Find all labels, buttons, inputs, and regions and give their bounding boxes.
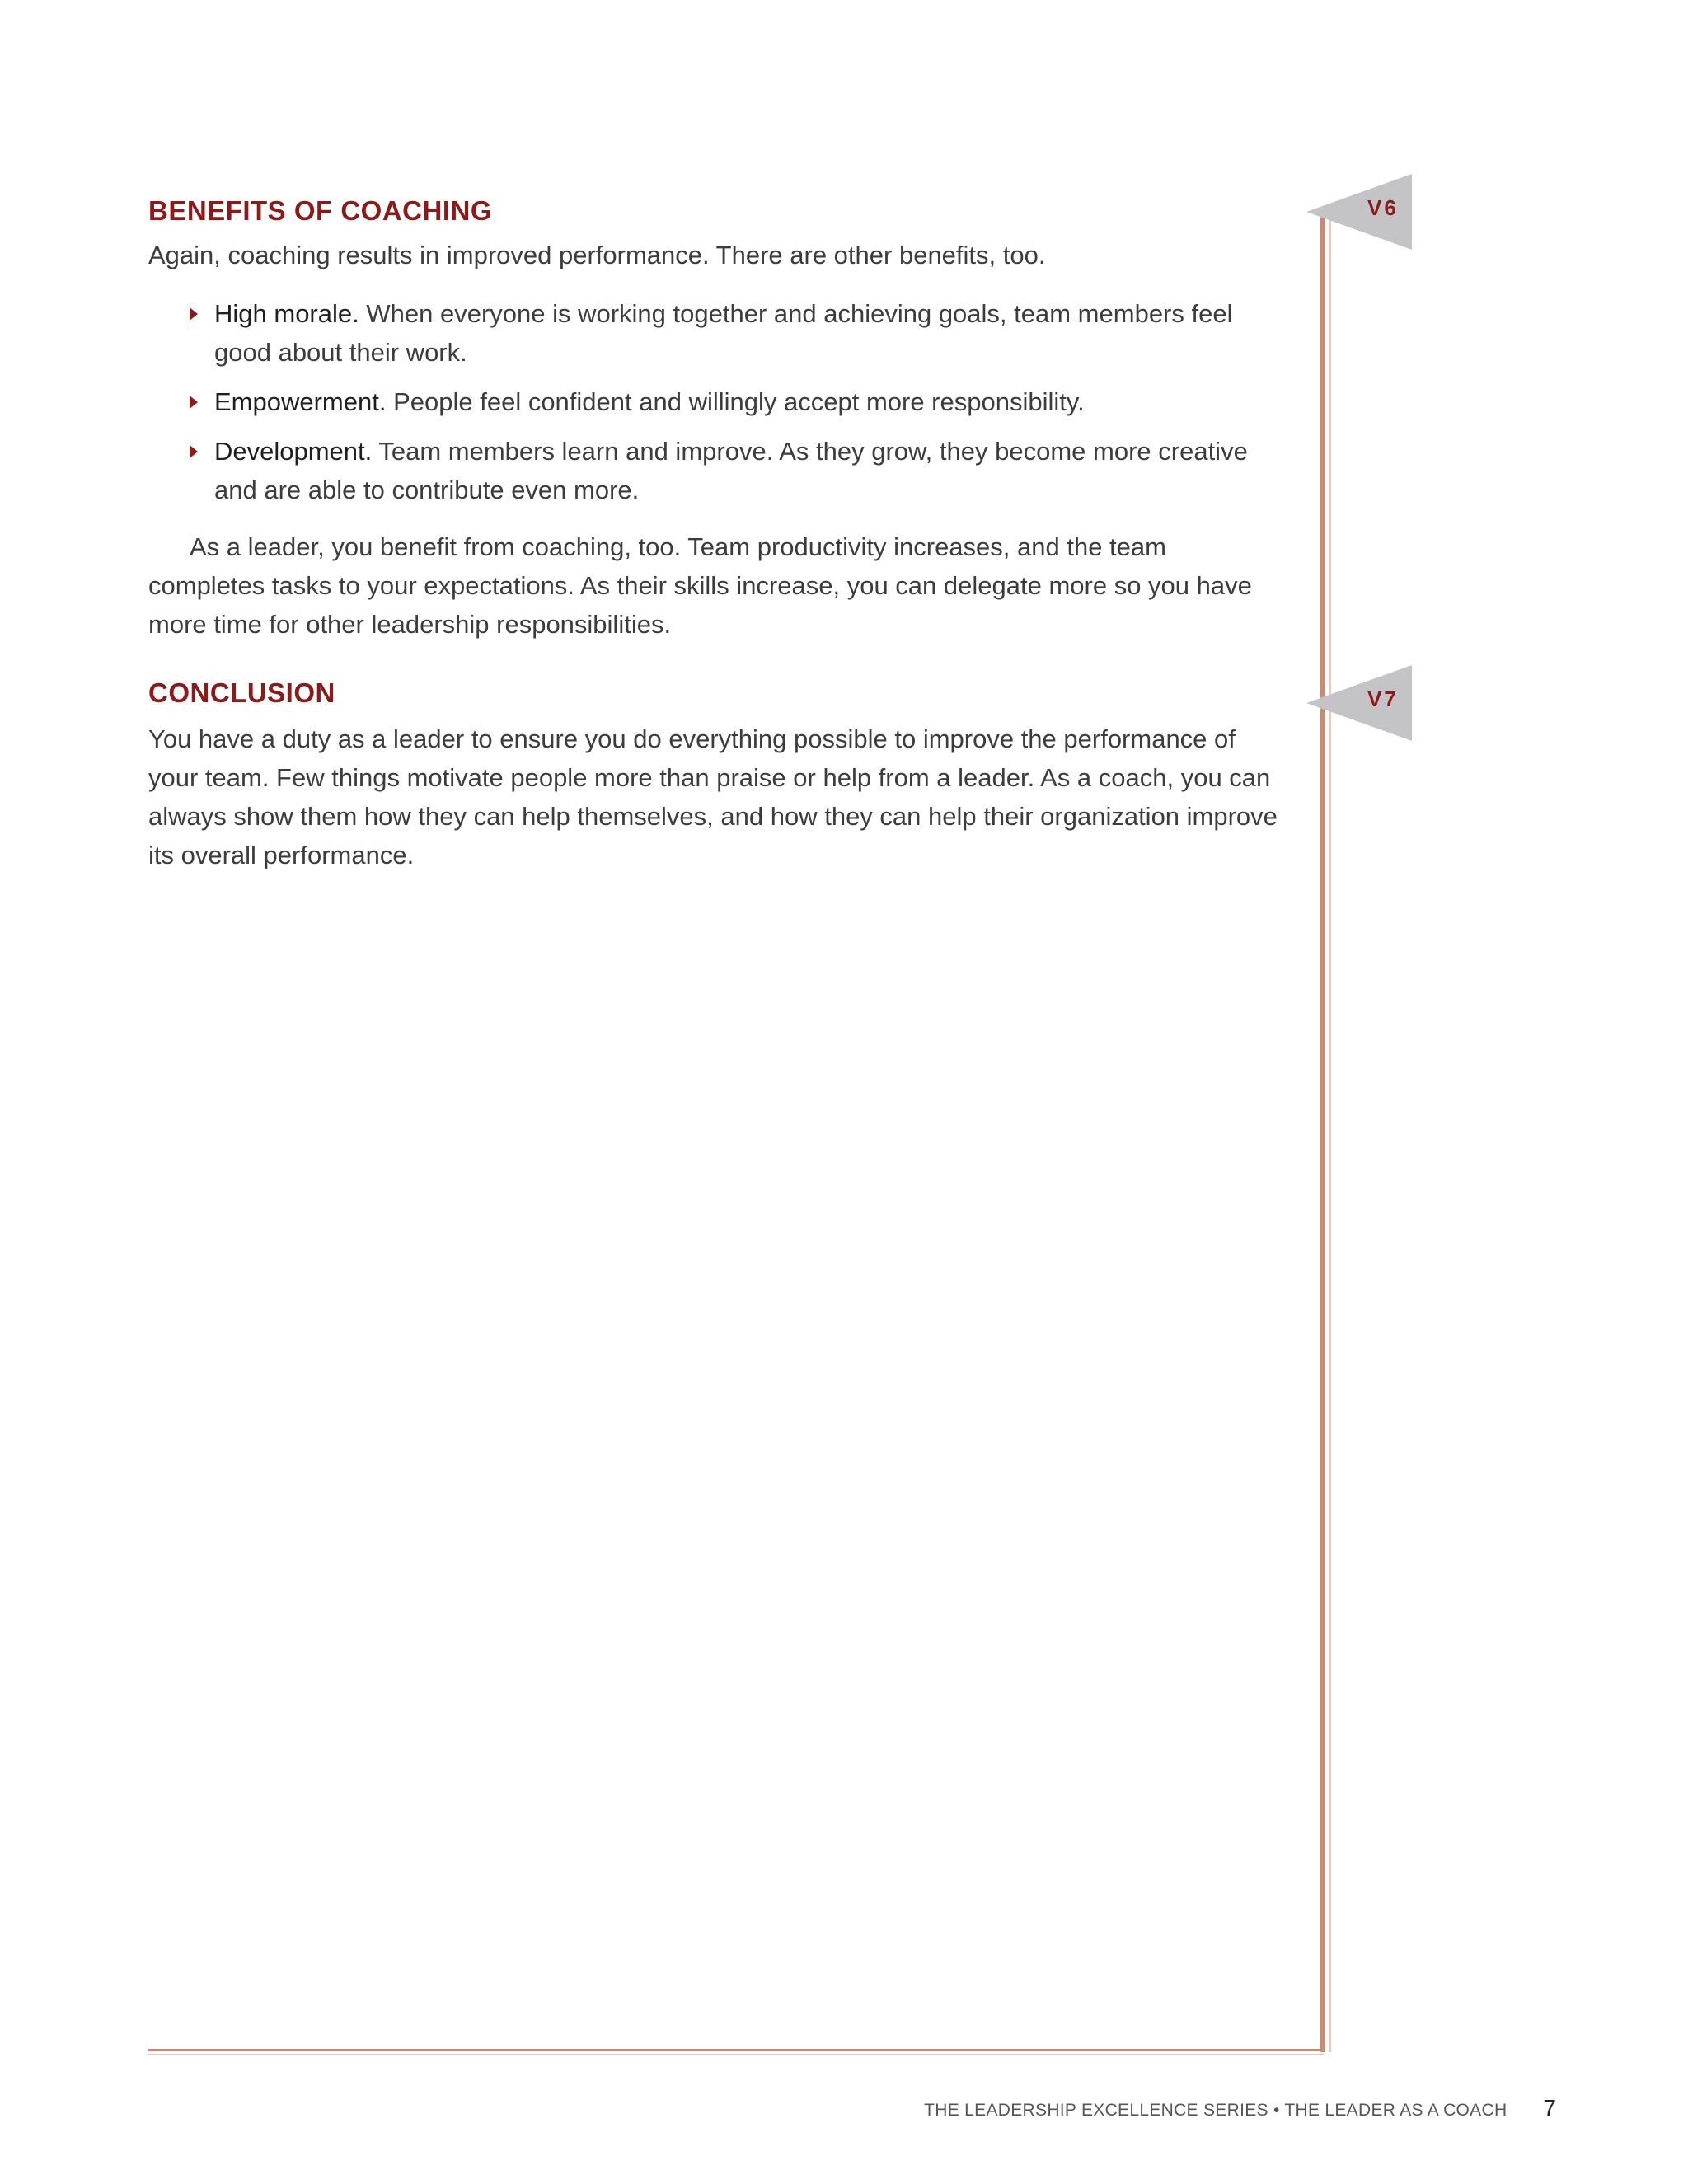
benefits-closing: As a leader, you benefit from coaching, too. Team productivity increases, and the team completes tasks to your expectations. As their skills increase, you can delegate more so you have more time for other leadership responsibilities.	[148, 532, 1252, 639]
margin-rule-horizontal-thin	[148, 2054, 1325, 2055]
bullet-text: People feel confident and willingly accept more responsibility.	[386, 387, 1085, 416]
list-item	[214, 432, 1286, 509]
margin-rule-vertical-thin	[1329, 216, 1331, 2052]
flag-label: V7	[1367, 687, 1399, 711]
bullet-term: Development.	[214, 437, 373, 466]
page-number: 7	[1543, 2095, 1556, 2121]
triangle-bullet-icon	[190, 445, 198, 458]
triangle-bullet-icon	[190, 396, 198, 409]
flag-label: V6	[1367, 195, 1399, 220]
conclusion-text: You have a duty as a leader to ensure you do everything possible to improve the performance of your team. Few things motivate people more than praise or help from a leader. As a coach, you can always show them how they can help themselves, and how they can help their organization improve its overall performance.	[148, 724, 1278, 869]
footer-series-title: THE LEADERSHIP EXCELLENCE SERIES • THE LEADER AS A COACH	[924, 2101, 1507, 2120]
margin-rule-vertical	[1320, 216, 1325, 2052]
bullet-text: Team members learn and improve. As they grow, they become more creative and are able to contribute even more.	[214, 437, 1248, 504]
conclusion-heading: CONCLUSION	[148, 677, 335, 708]
bullet-term: High morale.	[214, 299, 359, 328]
page-footer	[924, 2095, 1556, 2128]
margin-rule-horizontal	[148, 2049, 1325, 2051]
conclusion-section	[148, 673, 1286, 874]
bullet-term: Empowerment.	[214, 387, 387, 416]
benefits-intro: Again, coaching results in improved performance. There are other benefits, too.	[148, 241, 1046, 269]
video-marker-flag	[1306, 665, 1414, 741]
list-item	[214, 294, 1286, 372]
main-content	[148, 191, 1286, 874]
benefits-heading: BENEFITS OF COACHING	[148, 195, 493, 226]
benefits-list	[148, 294, 1286, 509]
bullet-text: When everyone is working together and achieving goals, team members feel good about their work.	[214, 299, 1233, 367]
triangle-bullet-icon	[190, 307, 198, 321]
list-item	[214, 382, 1286, 421]
video-marker-flag	[1306, 174, 1414, 250]
